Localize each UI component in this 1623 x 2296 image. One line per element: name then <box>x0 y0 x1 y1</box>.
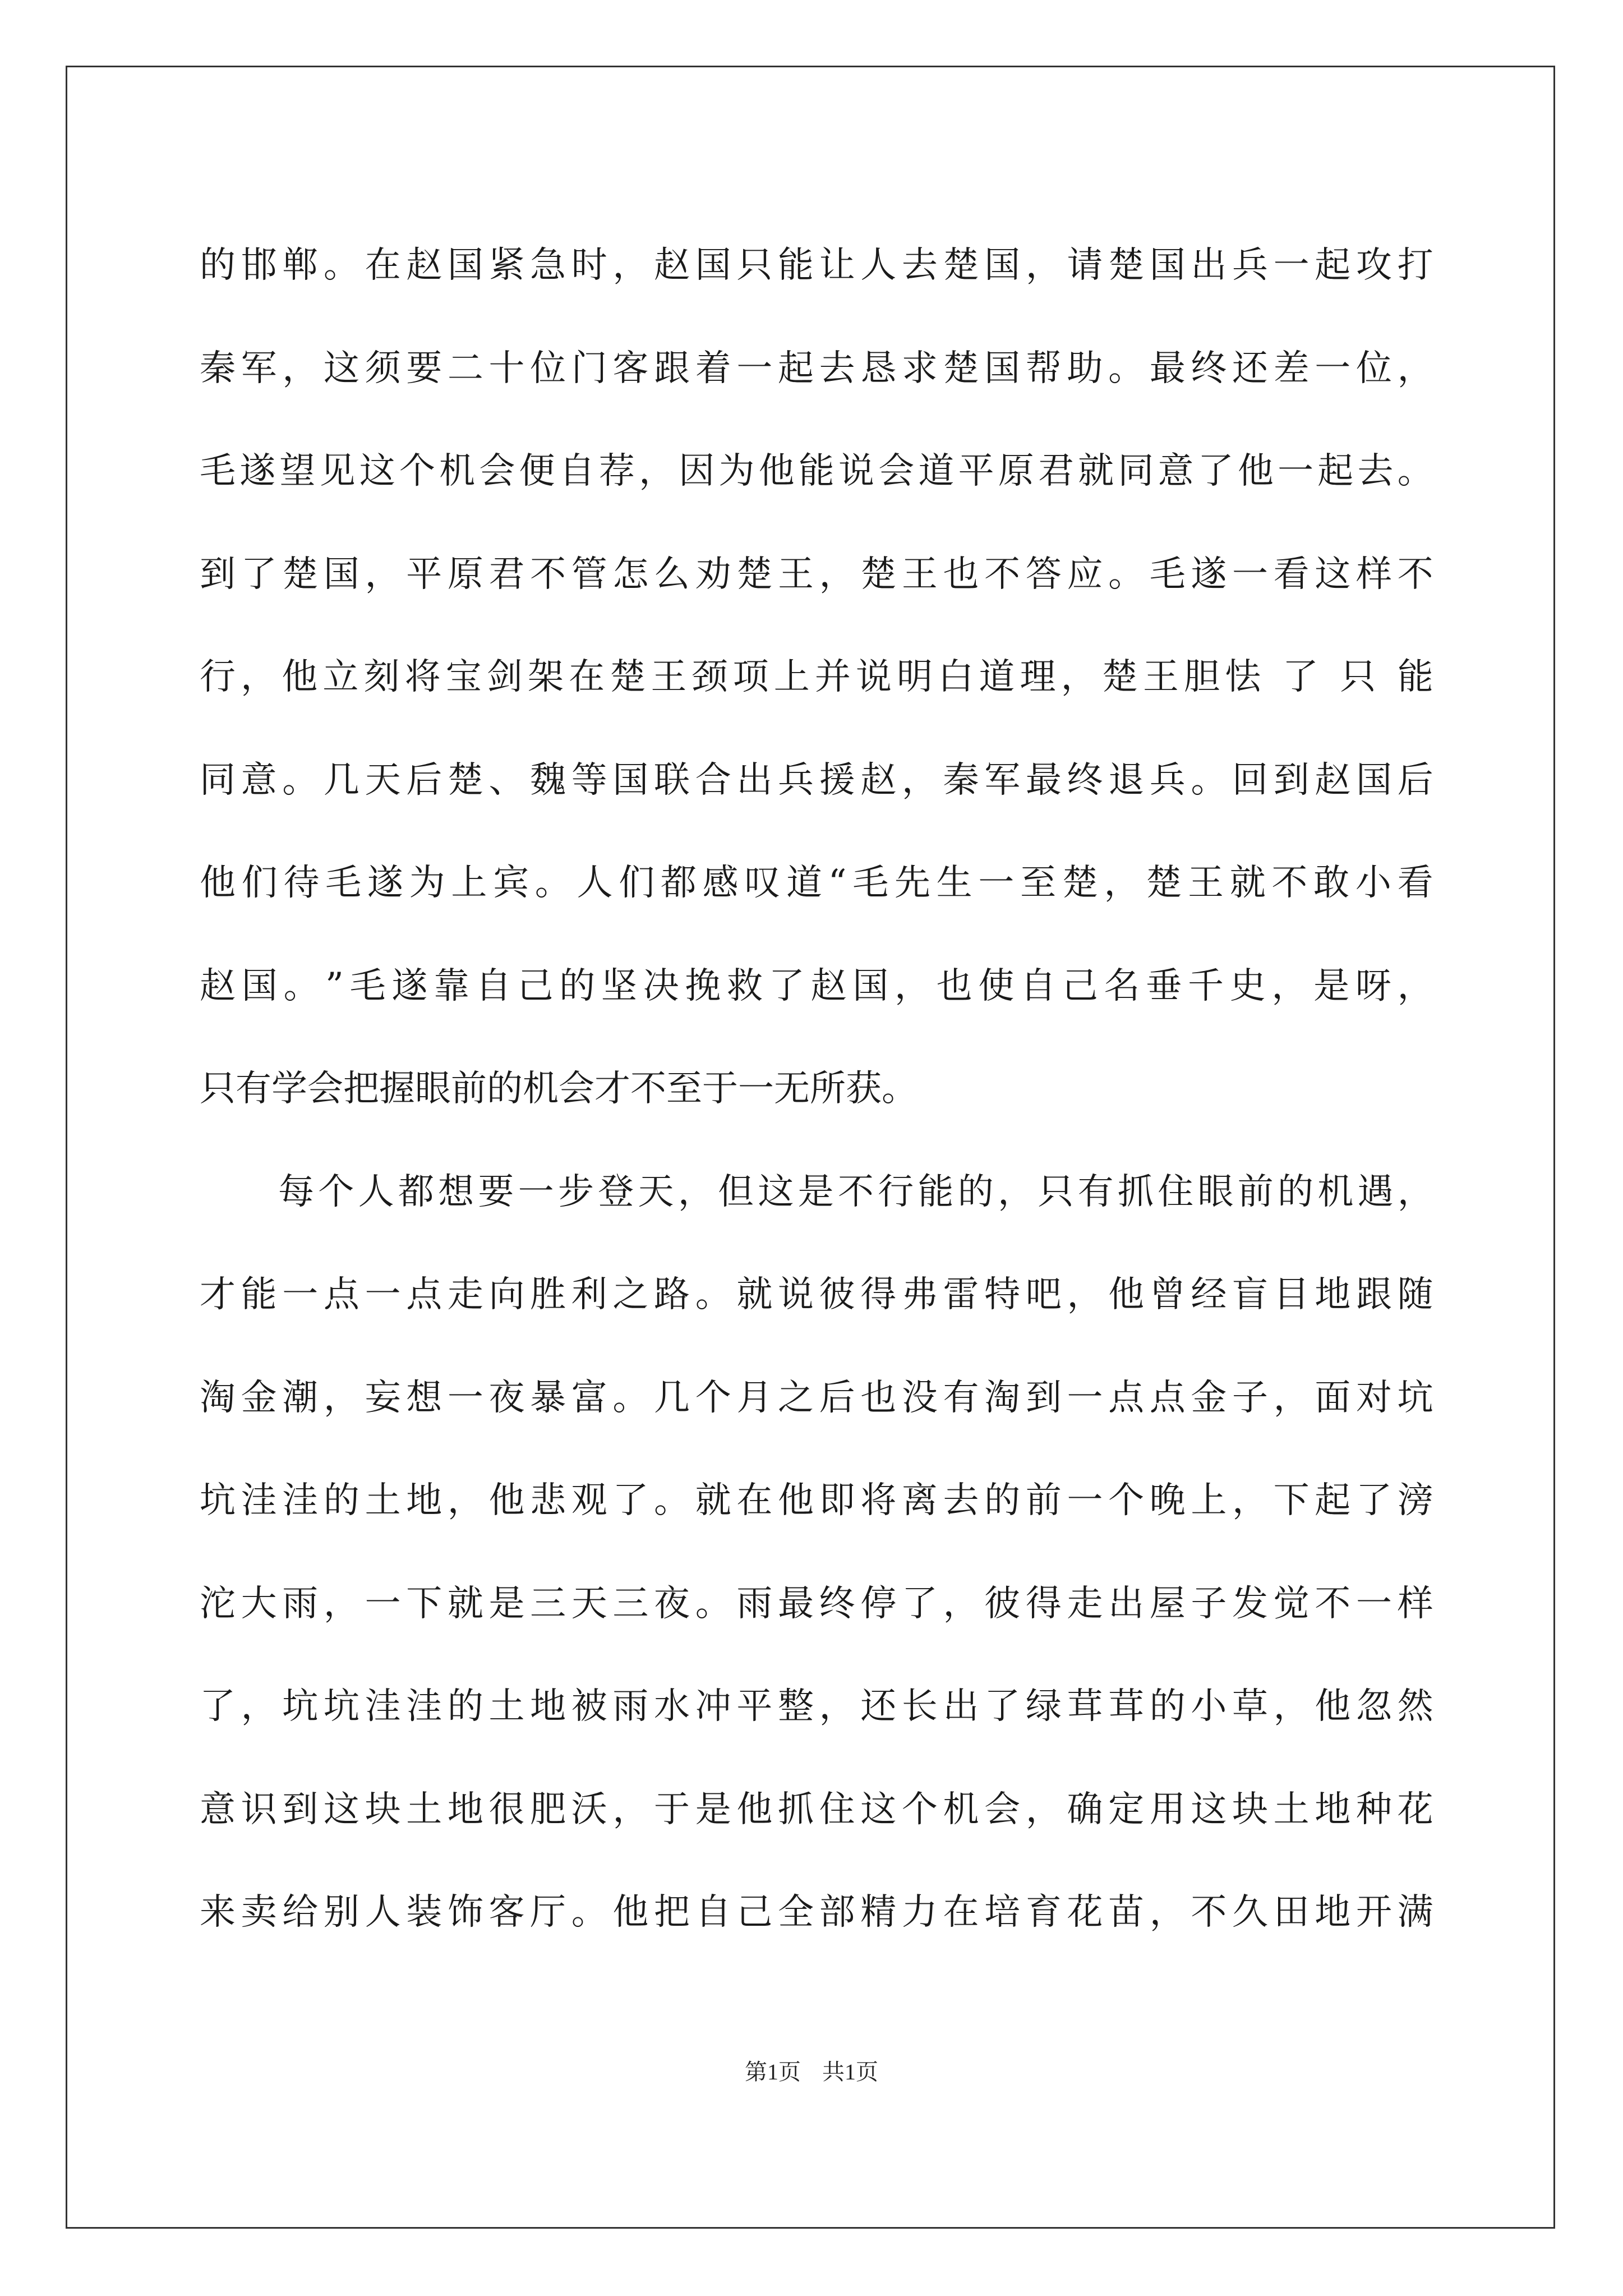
text-line: 他 们 待 毛 遂 为 上 宾 。 人 们 都 感 叹 道 “ 毛 先 生 一 至 楚 ， 楚 王 就 不 敢 小 看 <box>200 862 1433 904</box>
text-line: 同 意 。 几 天 后 楚 、 魏 等 国 联 合 出 兵 援 赵 ， 秦 军 最 终 退 兵 。 回 到 赵 国 后 <box>200 759 1433 801</box>
text-line: 秦 军 ， 这 须 要 二 十 位 门 客 跟 着 一 起 去 恳 求 楚 国 帮 助 。 最 终 还 差 一 位 ， <box>200 347 1433 389</box>
text-line: 意 识 到 这 块 土 地 很 肥 沃 ， 于 是 他 抓 住 这 个 机 会 ， 确 定 用 这 块 土 地 种 花 <box>200 1788 1433 1830</box>
text-line: 毛 遂 望 见 这 个 机 会 便 自 荐 ， 因 为 他 能 说 会 道 平 原 君 就 同 意 了 他 一 起 去 。 <box>200 450 1433 492</box>
text-line: 沱 大 雨 ， 一 下 就 是 三 天 三 夜 。 雨 最 终 停 了 ， 彼 得 走 出 屋 子 发 觉 不 一 样 <box>200 1582 1433 1625</box>
text-line: 只有学会把握眼前的机会才不至于一无所获。 <box>200 1068 917 1110</box>
text-line: 才 能 一 点 一 点 走 向 胜 利 之 路 。 就 说 彼 得 弗 雷 特 吧 ， 他 曾 经 盲 目 地 跟 随 <box>200 1274 1433 1315</box>
text-line: 每 个 人 都 想 要 一 步 登 天 ， 但 这 是 不 行 能 的 ， 只 有 抓 住 眼 前 的 机 遇 ， <box>278 1171 1433 1213</box>
text-line: 的 邯 郸 。 在 赵 国 紧 急 时 ， 赵 国 只 能 让 人 去 楚 国 ， 请 楚 国 出 兵 一 起 攻 打 <box>200 245 1433 286</box>
page-footer <box>0 2054 1623 2086</box>
text-line: 了 ， 坑 坑 洼 洼 的 土 地 被 雨 水 冲 平 整 ， 还 长 出 了 绿 茸 茸 的 小 草 ， 他 忽 然 <box>200 1686 1433 1727</box>
text-line: 来 卖 给 别 人 装 饰 客 厅 。 他 把 自 己 全 部 精 力 在 培 育 花 苗 ， 不 久 田 地 开 满 <box>200 1892 1433 1933</box>
document-body <box>200 214 1433 1964</box>
text-line: 淘 金 潮 ， 妄 想 一 夜 暴 富 。 几 个 月 之 后 也 没 有 淘 到 一 点 点 金 子 ， 面 对 坑 <box>200 1377 1433 1419</box>
text-line: 行 ， 他 立 刻 将 宝 剑 架 在 楚 王 颈 项 上 并 说 明 白 道 理 ， 楚 王 胆 怯 了 只 能 <box>200 656 1433 698</box>
text-line: 赵 国 。 ” 毛 遂 靠 自 己 的 坚 决 挽 救 了 赵 国 ， 也 使 自 己 名 垂 千 史 ， 是 呀 ， <box>200 965 1433 1007</box>
page-number: 第1页 <box>745 2059 801 2085</box>
text-line: 坑 洼 洼 的 土 地 ， 他 悲 观 了 。 就 在 他 即 将 离 去 的 前 一 个 晚 上 ， 下 起 了 滂 <box>200 1480 1433 1521</box>
page-total: 共1页 <box>822 2059 878 2085</box>
text-line: 到 了 楚 国 ， 平 原 君 不 管 怎 么 劝 楚 王 ， 楚 王 也 不 答 应 。 毛 遂 一 看 这 样 不 <box>200 553 1433 595</box>
